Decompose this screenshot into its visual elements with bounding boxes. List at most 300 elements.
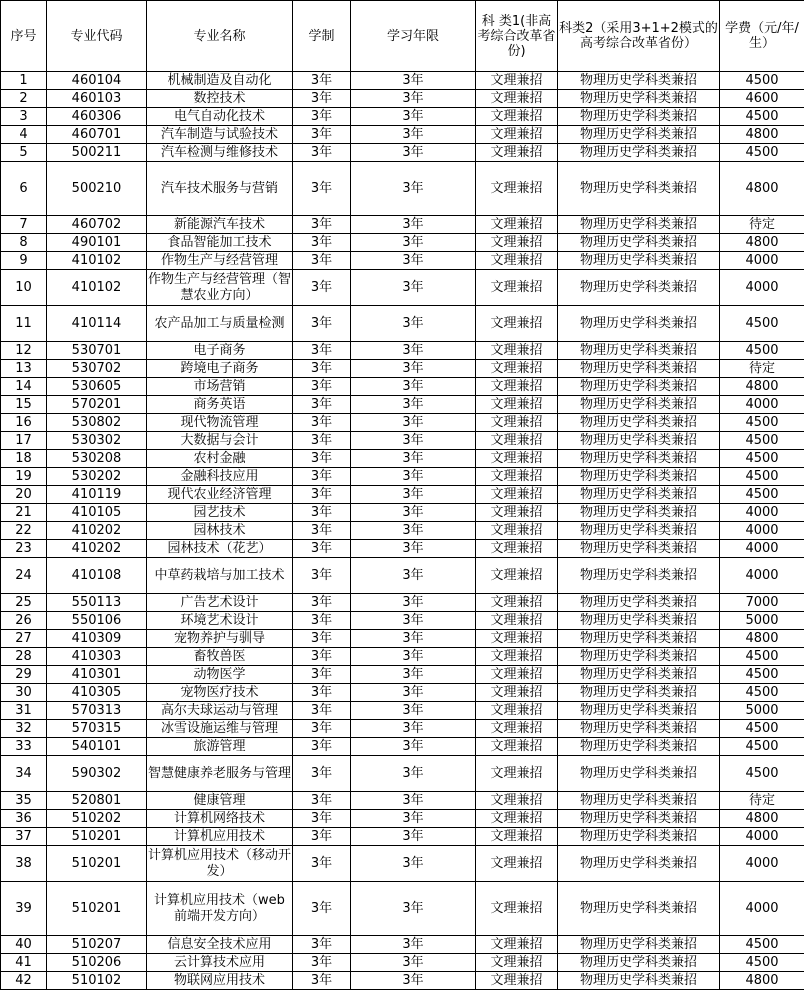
- cell-name: 动物医学: [147, 666, 293, 684]
- cell-years: 3年: [351, 468, 476, 486]
- cell-fee: 4600: [720, 90, 804, 108]
- cell-name: 计算机应用技术（移动开发）: [147, 846, 293, 882]
- cell-no: 14: [1, 378, 47, 396]
- cell-code: 410202: [47, 522, 147, 540]
- cell-no: 26: [1, 612, 47, 630]
- cell-no: 7: [1, 216, 47, 234]
- cell-no: 15: [1, 396, 47, 414]
- cell-code: 410305: [47, 684, 147, 702]
- table-row: [1, 702, 804, 720]
- cell-fee: 4000: [720, 270, 804, 306]
- cell-code: 570201: [47, 396, 147, 414]
- cell-no: 36: [1, 810, 47, 828]
- cell-category-2: 物理历史学科类兼招: [558, 936, 720, 954]
- cell-category-1: 文理兼招: [476, 792, 558, 810]
- cell-code: 570313: [47, 702, 147, 720]
- cell-system: 3年: [293, 612, 351, 630]
- cell-years: 3年: [351, 306, 476, 342]
- cell-category-1: 文理兼招: [476, 486, 558, 504]
- cell-code: 510201: [47, 828, 147, 846]
- cell-fee: 4800: [720, 162, 804, 216]
- cell-system: 3年: [293, 342, 351, 360]
- cell-code: 530208: [47, 450, 147, 468]
- table-row: [1, 216, 804, 234]
- cell-system: 3年: [293, 702, 351, 720]
- cell-years: 3年: [351, 792, 476, 810]
- cell-name: 金融科技应用: [147, 468, 293, 486]
- cell-code: 410114: [47, 306, 147, 342]
- cell-category-1: 文理兼招: [476, 882, 558, 936]
- cell-name: 电气自动化技术: [147, 108, 293, 126]
- cell-name: 农产品加工与质量检测: [147, 306, 293, 342]
- cell-category-1: 文理兼招: [476, 720, 558, 738]
- cell-name: 汽车制造与试验技术: [147, 126, 293, 144]
- cell-system: 3年: [293, 522, 351, 540]
- cell-code: 510102: [47, 972, 147, 990]
- cell-fee: 4500: [720, 414, 804, 432]
- table-row: [1, 90, 804, 108]
- cell-fee: 5000: [720, 612, 804, 630]
- cell-no: 6: [1, 162, 47, 216]
- cell-category-2: 物理历史学科类兼招: [558, 738, 720, 756]
- cell-category-2: 物理历史学科类兼招: [558, 810, 720, 828]
- cell-category-1: 文理兼招: [476, 612, 558, 630]
- cell-system: 3年: [293, 738, 351, 756]
- cell-system: 3年: [293, 90, 351, 108]
- header-years: 学习年限: [351, 1, 476, 72]
- cell-years: 3年: [351, 630, 476, 648]
- cell-no: 22: [1, 522, 47, 540]
- cell-category-1: 文理兼招: [476, 378, 558, 396]
- cell-fee: 4800: [720, 972, 804, 990]
- cell-category-1: 文理兼招: [476, 414, 558, 432]
- cell-no: 34: [1, 756, 47, 792]
- table-row: [1, 72, 804, 90]
- cell-name: 园林技术（花艺）: [147, 540, 293, 558]
- cell-years: 3年: [351, 846, 476, 882]
- table-row: [1, 738, 804, 756]
- cell-fee: 4000: [720, 252, 804, 270]
- cell-category-2: 物理历史学科类兼招: [558, 270, 720, 306]
- cell-years: 3年: [351, 684, 476, 702]
- cell-no: 8: [1, 234, 47, 252]
- cell-name: 电子商务: [147, 342, 293, 360]
- cell-category-2: 物理历史学科类兼招: [558, 666, 720, 684]
- cell-code: 590302: [47, 756, 147, 792]
- cell-fee: 4000: [720, 828, 804, 846]
- cell-fee: 4000: [720, 504, 804, 522]
- cell-code: 410119: [47, 486, 147, 504]
- cell-fee: 4000: [720, 558, 804, 594]
- cell-code: 510202: [47, 810, 147, 828]
- cell-name: 计算机网络技术: [147, 810, 293, 828]
- cell-no: 39: [1, 882, 47, 936]
- cell-name: 计算机应用技术（web前端开发方向）: [147, 882, 293, 936]
- cell-category-1: 文理兼招: [476, 540, 558, 558]
- table-row: [1, 630, 804, 648]
- cell-category-2: 物理历史学科类兼招: [558, 432, 720, 450]
- cell-category-2: 物理历史学科类兼招: [558, 162, 720, 216]
- cell-category-2: 物理历史学科类兼招: [558, 306, 720, 342]
- cell-years: 3年: [351, 522, 476, 540]
- cell-system: 3年: [293, 270, 351, 306]
- cell-no: 12: [1, 342, 47, 360]
- cell-no: 21: [1, 504, 47, 522]
- table-row: [1, 972, 804, 990]
- cell-years: 3年: [351, 126, 476, 144]
- cell-category-2: 物理历史学科类兼招: [558, 396, 720, 414]
- cell-name: 作物生产与经营管理（智慧农业方向）: [147, 270, 293, 306]
- cell-fee: 待定: [720, 360, 804, 378]
- cell-category-2: 物理历史学科类兼招: [558, 792, 720, 810]
- cell-code: 530701: [47, 342, 147, 360]
- cell-years: 3年: [351, 486, 476, 504]
- cell-category-1: 文理兼招: [476, 558, 558, 594]
- cell-code: 550106: [47, 612, 147, 630]
- cell-years: 3年: [351, 414, 476, 432]
- cell-no: 19: [1, 468, 47, 486]
- cell-fee: 4500: [720, 144, 804, 162]
- cell-code: 460702: [47, 216, 147, 234]
- cell-system: 3年: [293, 810, 351, 828]
- table-row: [1, 162, 804, 216]
- cell-no: 23: [1, 540, 47, 558]
- cell-category-2: 物理历史学科类兼招: [558, 972, 720, 990]
- cell-years: 3年: [351, 540, 476, 558]
- cell-code: 460104: [47, 72, 147, 90]
- cell-no: 18: [1, 450, 47, 468]
- table-row: [1, 954, 804, 972]
- cell-years: 3年: [351, 558, 476, 594]
- cell-name: 机械制造及自动化: [147, 72, 293, 90]
- cell-system: 3年: [293, 216, 351, 234]
- cell-system: 3年: [293, 72, 351, 90]
- cell-fee: 4500: [720, 486, 804, 504]
- cell-no: 38: [1, 846, 47, 882]
- cell-category-2: 物理历史学科类兼招: [558, 504, 720, 522]
- cell-category-1: 文理兼招: [476, 468, 558, 486]
- cell-name: 新能源汽车技术: [147, 216, 293, 234]
- cell-years: 3年: [351, 90, 476, 108]
- cell-name: 商务英语: [147, 396, 293, 414]
- cell-code: 460306: [47, 108, 147, 126]
- cell-fee: 4800: [720, 126, 804, 144]
- cell-years: 3年: [351, 810, 476, 828]
- cell-code: 410202: [47, 540, 147, 558]
- cell-system: 3年: [293, 954, 351, 972]
- cell-category-1: 文理兼招: [476, 144, 558, 162]
- cell-years: 3年: [351, 162, 476, 216]
- cell-code: 550113: [47, 594, 147, 612]
- cell-no: 20: [1, 486, 47, 504]
- cell-fee: 4500: [720, 342, 804, 360]
- cell-system: 3年: [293, 396, 351, 414]
- cell-no: 25: [1, 594, 47, 612]
- cell-no: 17: [1, 432, 47, 450]
- cell-system: 3年: [293, 540, 351, 558]
- table-row: [1, 450, 804, 468]
- cell-system: 3年: [293, 468, 351, 486]
- cell-category-1: 文理兼招: [476, 504, 558, 522]
- cell-name: 环境艺术设计: [147, 612, 293, 630]
- cell-name: 汽车技术服务与营销: [147, 162, 293, 216]
- table-row: [1, 378, 804, 396]
- cell-code: 500211: [47, 144, 147, 162]
- cell-no: 3: [1, 108, 47, 126]
- cell-years: 3年: [351, 216, 476, 234]
- cell-category-1: 文理兼招: [476, 108, 558, 126]
- cell-no: 4: [1, 126, 47, 144]
- table-row: [1, 234, 804, 252]
- cell-no: 10: [1, 270, 47, 306]
- cell-system: 3年: [293, 558, 351, 594]
- table-row: [1, 648, 804, 666]
- cell-fee: 4000: [720, 522, 804, 540]
- cell-system: 3年: [293, 360, 351, 378]
- cell-category-2: 物理历史学科类兼招: [558, 144, 720, 162]
- cell-years: 3年: [351, 756, 476, 792]
- cell-fee: 4800: [720, 378, 804, 396]
- cell-category-1: 文理兼招: [476, 756, 558, 792]
- cell-system: 3年: [293, 486, 351, 504]
- cell-category-1: 文理兼招: [476, 252, 558, 270]
- cell-category-2: 物理历史学科类兼招: [558, 252, 720, 270]
- table-row: [1, 756, 804, 792]
- cell-category-2: 物理历史学科类兼招: [558, 612, 720, 630]
- table-row: [1, 306, 804, 342]
- cell-code: 410309: [47, 630, 147, 648]
- cell-no: 30: [1, 684, 47, 702]
- cell-fee: 4500: [720, 450, 804, 468]
- cell-category-2: 物理历史学科类兼招: [558, 360, 720, 378]
- cell-name: 宠物医疗技术: [147, 684, 293, 702]
- table-row: [1, 810, 804, 828]
- table-row: [1, 612, 804, 630]
- cell-category-2: 物理历史学科类兼招: [558, 828, 720, 846]
- table-row: [1, 126, 804, 144]
- cell-category-2: 物理历史学科类兼招: [558, 126, 720, 144]
- cell-name: 市场营销: [147, 378, 293, 396]
- cell-no: 41: [1, 954, 47, 972]
- cell-code: 460701: [47, 126, 147, 144]
- header-row: [1, 1, 804, 72]
- cell-category-2: 物理历史学科类兼招: [558, 558, 720, 594]
- cell-name: 作物生产与经营管理: [147, 252, 293, 270]
- cell-system: 3年: [293, 648, 351, 666]
- cell-system: 3年: [293, 756, 351, 792]
- cell-code: 510207: [47, 936, 147, 954]
- cell-code: 510206: [47, 954, 147, 972]
- cell-category-2: 物理历史学科类兼招: [558, 684, 720, 702]
- cell-system: 3年: [293, 936, 351, 954]
- table-row: [1, 882, 804, 936]
- cell-system: 3年: [293, 108, 351, 126]
- cell-no: 1: [1, 72, 47, 90]
- table-row: [1, 432, 804, 450]
- table-row: [1, 846, 804, 882]
- cell-system: 3年: [293, 684, 351, 702]
- cell-system: 3年: [293, 162, 351, 216]
- cell-system: 3年: [293, 630, 351, 648]
- cell-category-2: 物理历史学科类兼招: [558, 756, 720, 792]
- cell-category-1: 文理兼招: [476, 360, 558, 378]
- cell-system: 3年: [293, 846, 351, 882]
- cell-code: 490101: [47, 234, 147, 252]
- cell-no: 16: [1, 414, 47, 432]
- cell-name: 信息安全技术应用: [147, 936, 293, 954]
- cell-no: 29: [1, 666, 47, 684]
- cell-no: 32: [1, 720, 47, 738]
- cell-name: 智慧健康养老服务与管理: [147, 756, 293, 792]
- cell-name: 物联网应用技术: [147, 972, 293, 990]
- cell-category-1: 文理兼招: [476, 666, 558, 684]
- table-row: [1, 540, 804, 558]
- cell-years: 3年: [351, 108, 476, 126]
- cell-years: 3年: [351, 720, 476, 738]
- cell-years: 3年: [351, 72, 476, 90]
- cell-category-1: 文理兼招: [476, 306, 558, 342]
- cell-no: 28: [1, 648, 47, 666]
- cell-no: 37: [1, 828, 47, 846]
- cell-fee: 4500: [720, 108, 804, 126]
- cell-years: 3年: [351, 342, 476, 360]
- header-name: 专业名称: [147, 1, 293, 72]
- cell-years: 3年: [351, 648, 476, 666]
- cell-category-1: 文理兼招: [476, 234, 558, 252]
- header-category-1: 科 类1(非高考综合改革省份): [476, 1, 558, 72]
- cell-years: 3年: [351, 270, 476, 306]
- cell-fee: 4800: [720, 630, 804, 648]
- cell-fee: 7000: [720, 594, 804, 612]
- cell-fee: 4000: [720, 396, 804, 414]
- cell-code: 530202: [47, 468, 147, 486]
- cell-years: 3年: [351, 450, 476, 468]
- cell-name: 高尔夫球运动与管理: [147, 702, 293, 720]
- table-row: [1, 396, 804, 414]
- cell-name: 现代物流管理: [147, 414, 293, 432]
- table-row: [1, 252, 804, 270]
- table-row: [1, 270, 804, 306]
- cell-no: 24: [1, 558, 47, 594]
- cell-fee: 4500: [720, 756, 804, 792]
- cell-name: 汽车检测与维修技术: [147, 144, 293, 162]
- cell-name: 食品智能加工技术: [147, 234, 293, 252]
- cell-code: 500210: [47, 162, 147, 216]
- cell-years: 3年: [351, 378, 476, 396]
- cell-name: 园艺技术: [147, 504, 293, 522]
- cell-category-1: 文理兼招: [476, 738, 558, 756]
- cell-fee: 4500: [720, 468, 804, 486]
- cell-category-2: 物理历史学科类兼招: [558, 594, 720, 612]
- cell-fee: 4500: [720, 648, 804, 666]
- cell-system: 3年: [293, 126, 351, 144]
- cell-system: 3年: [293, 252, 351, 270]
- cell-category-2: 物理历史学科类兼招: [558, 630, 720, 648]
- cell-system: 3年: [293, 882, 351, 936]
- cell-years: 3年: [351, 234, 476, 252]
- cell-system: 3年: [293, 234, 351, 252]
- cell-system: 3年: [293, 378, 351, 396]
- cell-category-1: 文理兼招: [476, 72, 558, 90]
- cell-years: 3年: [351, 882, 476, 936]
- cell-name: 畜牧兽医: [147, 648, 293, 666]
- table-row: [1, 594, 804, 612]
- cell-years: 3年: [351, 504, 476, 522]
- cell-fee: 4500: [720, 432, 804, 450]
- cell-category-1: 文理兼招: [476, 522, 558, 540]
- cell-category-2: 物理历史学科类兼招: [558, 234, 720, 252]
- cell-no: 42: [1, 972, 47, 990]
- cell-years: 3年: [351, 738, 476, 756]
- cell-fee: 4000: [720, 846, 804, 882]
- header-category-2: 科类2（采用3+1+2模式的高考综合改革省份）: [558, 1, 720, 72]
- cell-years: 3年: [351, 144, 476, 162]
- cell-category-1: 文理兼招: [476, 270, 558, 306]
- cell-code: 510201: [47, 846, 147, 882]
- cell-fee: 待定: [720, 216, 804, 234]
- cell-name: 旅游管理: [147, 738, 293, 756]
- cell-system: 3年: [293, 504, 351, 522]
- cell-name: 农村金融: [147, 450, 293, 468]
- cell-system: 3年: [293, 450, 351, 468]
- cell-code: 410105: [47, 504, 147, 522]
- cell-category-2: 物理历史学科类兼招: [558, 90, 720, 108]
- cell-code: 510201: [47, 882, 147, 936]
- cell-category-1: 文理兼招: [476, 936, 558, 954]
- cell-category-2: 物理历史学科类兼招: [558, 72, 720, 90]
- cell-years: 3年: [351, 936, 476, 954]
- header-system: 学制: [293, 1, 351, 72]
- header-code: 专业代码: [47, 1, 147, 72]
- cell-years: 3年: [351, 594, 476, 612]
- cell-category-1: 文理兼招: [476, 684, 558, 702]
- table-row: [1, 360, 804, 378]
- cell-code: 460103: [47, 90, 147, 108]
- cell-category-1: 文理兼招: [476, 90, 558, 108]
- cell-category-1: 文理兼招: [476, 828, 558, 846]
- cell-system: 3年: [293, 594, 351, 612]
- cell-name: 云计算技术应用: [147, 954, 293, 972]
- cell-code: 410303: [47, 648, 147, 666]
- cell-no: 35: [1, 792, 47, 810]
- cell-category-2: 物理历史学科类兼招: [558, 954, 720, 972]
- cell-fee: 4500: [720, 720, 804, 738]
- cell-category-1: 文理兼招: [476, 216, 558, 234]
- cell-years: 3年: [351, 612, 476, 630]
- cell-category-2: 物理历史学科类兼招: [558, 486, 720, 504]
- cell-fee: 4500: [720, 666, 804, 684]
- cell-code: 530605: [47, 378, 147, 396]
- cell-code: 410102: [47, 270, 147, 306]
- table-row: [1, 486, 804, 504]
- cell-category-2: 物理历史学科类兼招: [558, 882, 720, 936]
- cell-category-1: 文理兼招: [476, 396, 558, 414]
- table-row: [1, 468, 804, 486]
- cell-name: 园林技术: [147, 522, 293, 540]
- cell-name: 宠物养护与驯导: [147, 630, 293, 648]
- cell-category-2: 物理历史学科类兼招: [558, 846, 720, 882]
- cell-category-1: 文理兼招: [476, 594, 558, 612]
- cell-category-2: 物理历史学科类兼招: [558, 216, 720, 234]
- cell-category-2: 物理历史学科类兼招: [558, 342, 720, 360]
- cell-category-1: 文理兼招: [476, 162, 558, 216]
- cell-category-2: 物理历史学科类兼招: [558, 414, 720, 432]
- cell-system: 3年: [293, 414, 351, 432]
- cell-name: 中草药栽培与加工技术: [147, 558, 293, 594]
- cell-no: 27: [1, 630, 47, 648]
- cell-category-1: 文理兼招: [476, 630, 558, 648]
- cell-years: 3年: [351, 954, 476, 972]
